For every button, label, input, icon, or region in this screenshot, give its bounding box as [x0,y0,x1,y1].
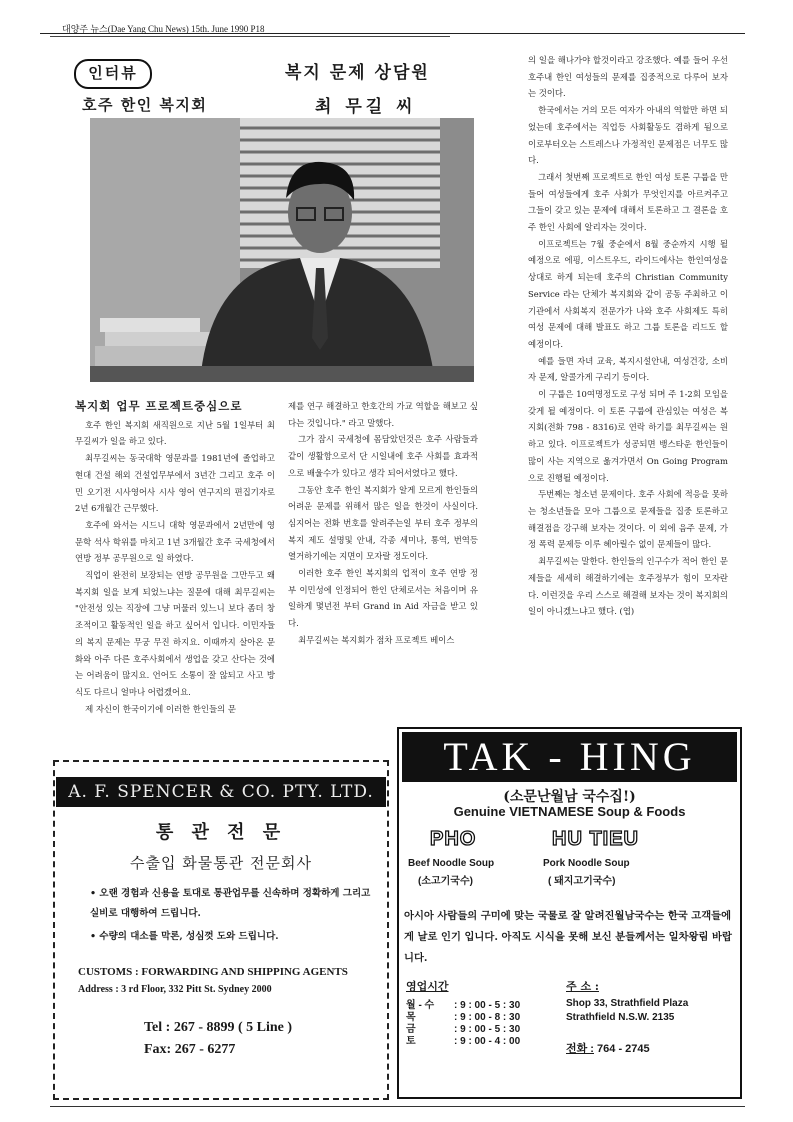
paragraph: 두번째는 청소년 문제이다. 호주 사회에 적응을 못하는 청소년들을 모아 그룹으로 문제들을 집중 토론하고 해결점을 강구해 보자는 것이다. 이 외에 음주 문제, 가정 폭력 문제등 이루 헤아릴수 없이 문제들이 많다. [528,489,728,550]
article-column-3 [528,52,728,620]
hours-time: : 9 : 00 - 4 : 00 [454,1036,521,1047]
pho-english: Beef Noodle Soup [408,858,495,869]
article-column-2 [288,398,478,649]
paragraph: 그가 잠시 국세청에 몸담았던것은 호주 사람들과 같이 생활함으로서 단 시일내에 호주 사회를 효과적으로 배울수가 있다고 생각 되어서였다고 했다. [288,434,478,478]
takhing-name-banner: TAK - HING [402,732,737,782]
page-bottom-rule [50,1106,745,1107]
spencer-tel: Tel : 267 - 8899 ( 5 Line ) [144,1020,293,1035]
spencer-fax: Fax: 267 - 6277 [144,1042,236,1057]
article-column-1 [75,398,275,717]
spencer-customs: CUSTOMS : FORWARDING AND SHIPPING AGENTS [78,966,348,978]
address-label: 주 소 : [566,980,599,993]
bullet-text: 수량의 대소를 막론, 성심껏 도와 드립니다. [99,931,279,942]
section-heading: 복지회 업무 프로젝트중심으로 [75,399,243,413]
hours-row [406,1000,520,1012]
header-rule [40,33,745,34]
paragraph: 최무길씨는 동국대학 영문과를 1981년에 졸업하고 현대 건설 해외 건설업무부에서 3년간 그리고 호주 이민 오기전 시사영어사 시사 영어 연구지의 편집기자로 2년 6개월간 근무했다. [75,453,275,514]
paragraph: 제를 연구 해결하고 한호간의 가교 역할을 해보고 싶다는 것입니다." 라고 말했다. [288,401,478,428]
takhing-address-2: Strathfield N.S.W. 2135 [566,1012,675,1023]
paragraph: 직업이 완전히 보장되는 연방 공무원을 그만두고 왜 복지회 일을 보게 되었느냐는 질문에 대해 최무길씨는 "안전성 있는 직장에 그냥 머물러 있느니 보다 좀더 창조적이고 활동적인 일을 하고 싶어서 입니다. 이민자들의 복지 문제는 무궁 무진 하지요. 이때까지 살아온 문화와 아주 다른 호주사회에서 생업을 갖고 산다는 것에는 어려움이 많지요. 언어도 소통이 잘 않되고 사고 방식도 다르니 얼마나 어렵겠어요. [75,570,275,697]
hours-time: : 9 : 00 - 5 : 30 [454,1024,521,1035]
hours-day: 목 [406,1012,416,1023]
hours-day: 월 - 수 [406,1000,435,1011]
hours-table [406,1000,520,1048]
article-title: 복지 문제 상담원 [285,63,430,83]
portrait-photo [90,118,474,382]
pho-label: PHO [430,828,477,850]
paragraph: 그동안 호주 한인 복지회가 알게 모르게 한인들의 어려운 문제를 위해서 많은 일을 한것이 사실이다. 심지어는 전화 번호를 알려주는일 부터 호주 정부의 복지 제도 설명및 안내, 각종 세미나, 통역, 번역등 열거하기에는 지면이 모자랄 정도이다. [288,484,478,562]
hours-row [406,1036,520,1048]
phone-number: 764 - 2745 [597,1043,650,1055]
hutieu-label: HU TIEU [552,828,639,850]
spencer-company-banner: A. F. SPENCER & CO. PTY. LTD. [56,777,386,807]
paragraph: 이러한 호주 한인 복지회의 업적이 호주 연방 정부 이민성에 인정되어 한인 단체로서는 처음이며 유일하게 몇년전 부터 Grand in Aid 자금을 받고 있다. [288,568,478,629]
hours-label: 영업시간 [406,980,449,993]
paragraph: 최무길씨는 말한다. 한인들의 인구수가 적어 한인 문제들을 세세히 해결하기에는 호주정부가 힘이 모자란다. 이런것을 우리 스스로 해결해 보자는 것이 복지회의 일이 아니겠느냐고 했다. (엽) [528,556,728,617]
pho-korean: (소고기국수) [418,876,473,887]
paragraph: 그래서 첫번째 프로젝트로 한인 여성 토론 구룹을 만들어 여성들에게 호주 사회가 무엇인지를 아르켜주고 그들이 갖고 있는 문제에 대해서 토론하고 그 결론을 호주 한인 사회에 알리자는 것이다. [528,171,728,233]
hutieu-english: Pork Noodle Soup [543,858,630,869]
paragraph: 한국에서는 거의 모든 여자가 아내의 역할만 하면 되었는데 호주에서는 직업등 사회활동도 겸하게 됨으로 이로부터오는 스트레스나 가정적인 문제점은 너무도 많다. [528,105,728,166]
takhing-address-1: Shop 33, Strathfield Plaza [566,998,689,1009]
interviewee-name: 최 무길 씨 [315,97,417,117]
phone-label: 전화 : [566,1043,594,1055]
takhing-phone-row [566,1040,650,1056]
header-rule-thin [50,36,450,37]
paragraph: 제 자신이 한국이기에 이러한 한인들의 문 [85,703,236,714]
takhing-description: 아시아 사람들의 구미에 맞는 국물로 잘 알려진월남국수는 한국 고객들에게 날로 인기 입니다. 아직도 시식을 못해 보신 분들께서는 일차왕림 바랍니다. [404,910,732,964]
paragraph: 호주에 와서는 시드니 대학 영문과에서 2년만에 영문학 석사 학위를 마치고 1년 3개월간 호주 국세청에서 연방 정부 공무원으로 일 하였다. [75,519,275,564]
hours-row [406,1024,520,1036]
paragraph: 의 일을 해나가야 할것이라고 강조했다. 예를 들어 우선 호주내 한인 여성들의 문제를 집중적으로 다루어 보자는 것이다. [528,55,728,99]
paragraph: 호주 한인 복지회 새직원으로 지난 5월 1일부터 최무길씨가 일을 하고 있다. [75,419,275,447]
paragraph: 이 구룹은 10여명정도로 구성 되며 주 1-2회 모임을 갖게 될 예정이다. 이 토론 구룹에 관심있는 여성은 복지회(전화 798 - 8316)로 연락 하기를 최무길씨는 원하고 있다. 이프로젝트가 성공되면 뱅스타운 한인들이 많이 사는 지역으로 옮겨가면서 On Going Program 으로 진행될 예정이다. [528,389,728,483]
spencer-address: Address : 3 rd Floor, 332 Pitt St. Sydney 2000 [78,984,272,995]
article-subtitle: 호주 한인 복지회 [82,96,208,114]
spencer-subheading: 수출입 화물통관 전문회사 [130,854,312,872]
hours-time: : 9 : 00 - 8 : 30 [454,1012,521,1023]
hours-day: 금 [406,1024,416,1035]
spencer-heading: 통 관 전 문 [155,822,287,843]
hours-row [406,1012,520,1024]
hutieu-korean: ( 돼지고기국수) [548,876,616,887]
interview-badge: 인터뷰 [74,59,152,89]
takhing-subtitle: (소문난월남 국수집!) [503,789,636,805]
bullet-text: 오랜 경험과 신용을 토대로 통관업무를 신속하며 정확하게 그리고 실비로 대행하여 드립니다. [90,888,371,919]
takhing-subtitle-en: Genuine VIETNAMESE Soup & Foods [453,804,686,819]
page-header: 대양주 뉴스(Dae Yang Chu News) 15th. June 1990 P18 [62,24,265,34]
paragraph: 이프로젝트는 7월 중순에서 8월 중순까지 시행 될 예정으로 에핑, 이스트우드, 라이드에사는 한인여성을 상대로 하게 되는데 호주의 Christian Community Service 라는 단체가 복지회와 같이 공동 주최하고 이 기관에서 사회복지 전문가가 나와 호주 사회제도 특히 여성 문제에 대해 발표도 하고 그룹 토론을 리드도 할 예정이다. [528,238,728,349]
spencer-bullet-2: • 수량의 대소를 막론, 성심껏 도와 드립니다. [90,931,279,942]
paragraph: 예를 들면 자녀 교육, 복지시설안내, 여성건강, 소비자 문제, 알콜가게 구리기 등이다. [528,355,728,383]
hours-time: : 9 : 00 - 5 : 30 [454,1000,521,1011]
paragraph: 최무길씨는 복지회가 점차 프로젝트 베이스 [298,634,455,645]
portrait-illustration [90,118,474,382]
hours-day: 토 [406,1036,416,1047]
spencer-bullet-1: • 오랜 경험과 신용을 토대로 통관업무를 신속하며 정확하게 그리고 실비로 대행하여 드립니다. [90,888,371,919]
